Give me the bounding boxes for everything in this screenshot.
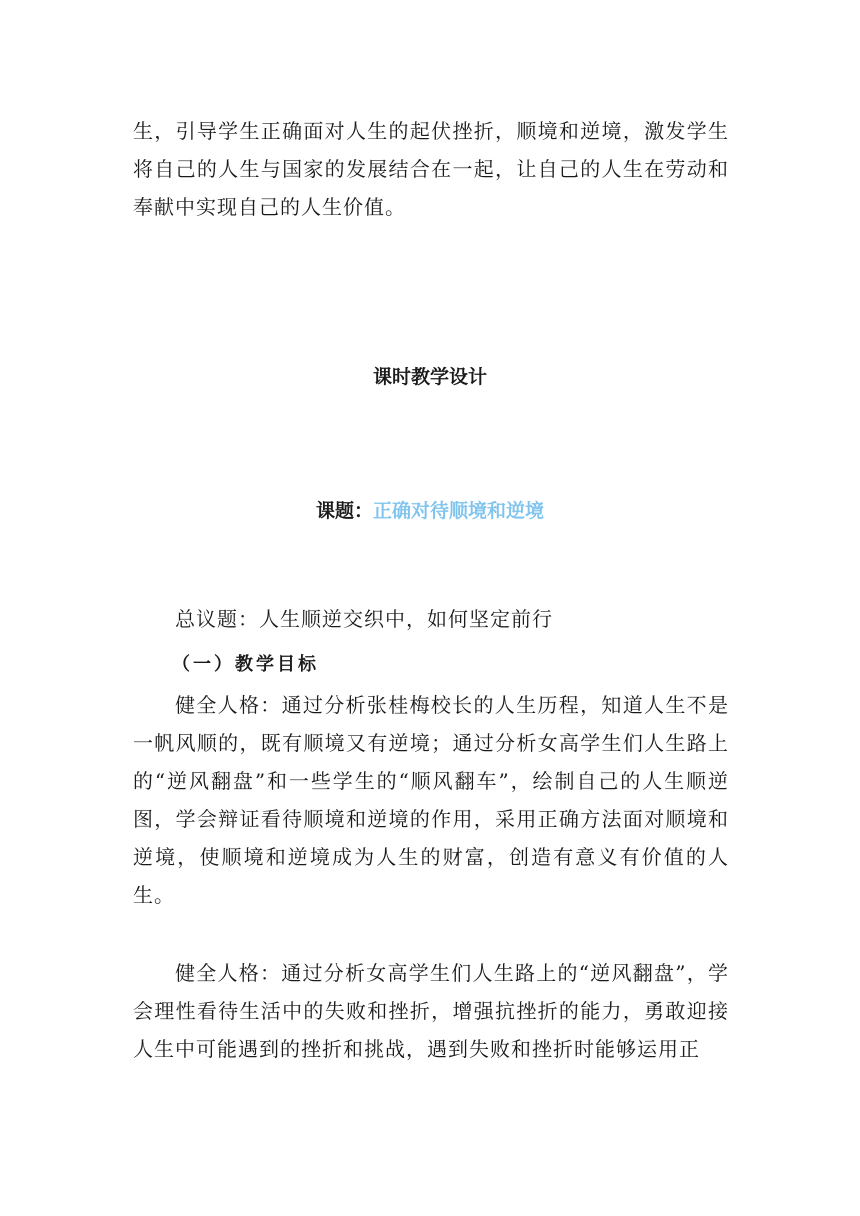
- topic-value: 正确对待顺境和逆境: [373, 500, 545, 522]
- topic-label: 课题：: [315, 500, 373, 522]
- section-title: 课时教学设计: [372, 366, 487, 388]
- overall-question: 总议题：人生顺逆交织中，如何坚定前行: [175, 607, 553, 631]
- objective-paragraph-1: 健全人格：通过分析张桂梅校长的人生历程，知道人生不是一帆风顺的，既有顺境又有逆境；通过分析女高学生们人生路上的“逆风翻盘”和一些学生的“顺风翻车”，绘制自己的人生顺逆图，学会辩证看待顺境和逆境的作用，采用正确方法面对顺境和逆境，使顺境和逆境成为人生的财富，创造有意义有价值的人生。: [133, 693, 729, 907]
- topic-title: [0, 496, 860, 523]
- objectives-heading: （一）教学目标: [172, 654, 319, 675]
- objective-paragraph-2: 健全人格：通过分析女高学生们人生路上的“逆风翻盘”，学会理性看待生活中的失败和挫折，增强抗挫折的能力，勇敢迎接人生中可能遇到的挫折和挑战，遇到失败和挫折时能够运用正: [133, 961, 729, 1061]
- intro-paragraph: 生，引导学生正确面对人生的起伏挫折，顺境和逆境，激发学生将自己的人生与国家的发展结合在一起，让自己的人生在劳动和奉献中实现自己的人生价值。: [133, 119, 729, 219]
